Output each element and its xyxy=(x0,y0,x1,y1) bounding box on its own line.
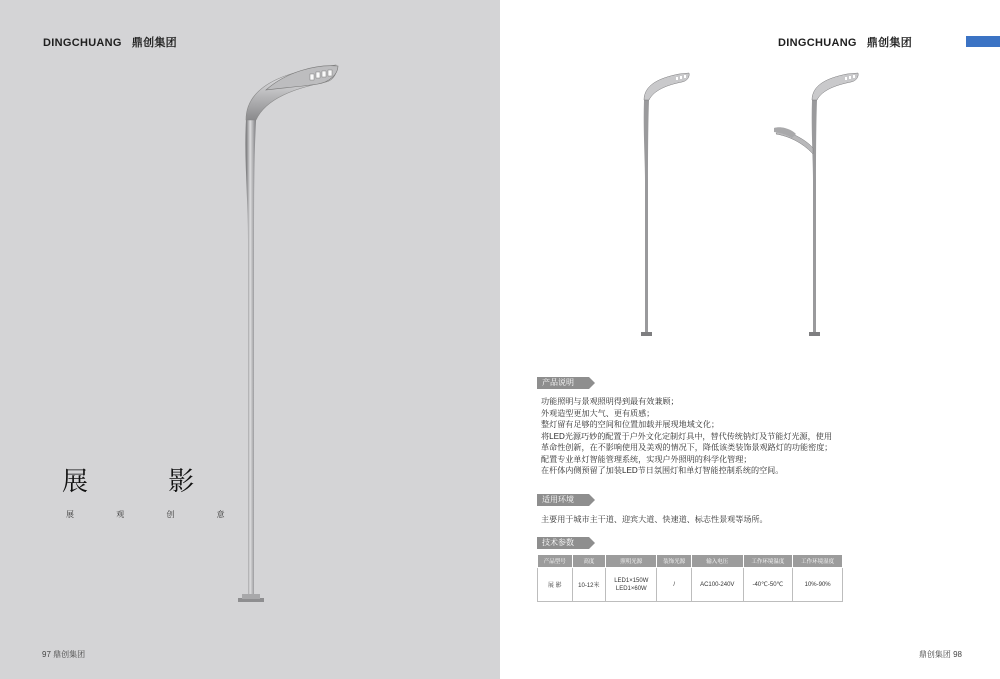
spec-humidity: 10%-90% xyxy=(793,568,843,602)
page-number-right: 鼎创集团 98 xyxy=(918,650,962,659)
description-line: 外观造型更加大气、更有质感； xyxy=(541,408,655,418)
street-lamp-single-arm-image xyxy=(634,70,694,340)
product-description xyxy=(541,396,831,477)
spec-light-source-2: LED1×60W xyxy=(615,585,647,592)
page-number-left: 97 鼎创集团 xyxy=(42,650,86,659)
description-line: 功能照明与景观照明得到最有效兼顾； xyxy=(541,397,679,406)
spec-header-humidity: 工作环境湿度 xyxy=(793,555,843,568)
spec-header-row xyxy=(538,555,843,568)
description-line: 配置专业单灯智能管理系统，实现户外照明的科学化管理； xyxy=(541,454,752,464)
spec-decor-source: / xyxy=(657,568,692,602)
spec-height: 10-12米 xyxy=(572,568,606,602)
section-tag-description: 产品说明 xyxy=(537,377,589,389)
spec-header-decor-source: 装饰光源 xyxy=(657,555,692,568)
spec-voltage: AC100-240V xyxy=(691,568,743,602)
brand-name-cn: 鼎创集团 xyxy=(131,37,177,49)
brand-name-en: DINGCHUANG xyxy=(778,37,857,49)
spec-model: 展 影 xyxy=(538,568,573,602)
description-line: 将LED光源巧妙的配置于户外文化定制灯具中，替代传统钠灯及节能灯光源，使用 xyxy=(541,431,832,441)
spec-temperature: -40℃-50℃ xyxy=(743,568,793,602)
product-subtitle: 展 观 创 意 xyxy=(66,510,245,519)
description-line: 在杆体内侧预留了加装LED节日氛围灯和单灯智能控制系统的空间。 xyxy=(541,466,784,475)
brand-name-en: DINGCHUANG xyxy=(43,37,122,49)
description-line: 革命性创新，在不影响使用及美观的情况下，降低该类装饰景观路灯的功能密度； xyxy=(541,443,833,452)
section-tag-environment: 适用环境 xyxy=(537,494,589,506)
brand-name-cn: 鼎创集团 xyxy=(866,37,912,49)
spec-header-height: 高度 xyxy=(572,555,606,568)
brand-accent-bar xyxy=(966,36,1000,47)
street-lamp-large-image xyxy=(226,60,346,610)
spec-light-source xyxy=(606,568,657,602)
environment-text: 主要用于城市主干道、迎宾大道、快速道、标志性景观等场所。 xyxy=(541,515,768,524)
spec-header-temperature: 工作环境温度 xyxy=(743,555,793,568)
street-lamp-double-arm-image xyxy=(770,70,865,340)
brand-header-left xyxy=(43,34,177,50)
spec-header-light-source: 照明光源 xyxy=(606,555,657,568)
section-tag-specs: 技术参数 xyxy=(537,537,589,549)
brand-header-right xyxy=(778,34,912,50)
spec-table xyxy=(537,554,843,602)
spec-light-source-1: LED1×150W xyxy=(614,577,649,584)
product-title: 展 影 xyxy=(62,467,231,497)
spec-header-model: 产品型号 xyxy=(538,555,573,568)
description-line: 整灯留有足够的空间和位置加载并展现地域文化； xyxy=(541,420,720,429)
spec-header-voltage: 输入电压 xyxy=(691,555,743,568)
table-row xyxy=(538,568,843,602)
